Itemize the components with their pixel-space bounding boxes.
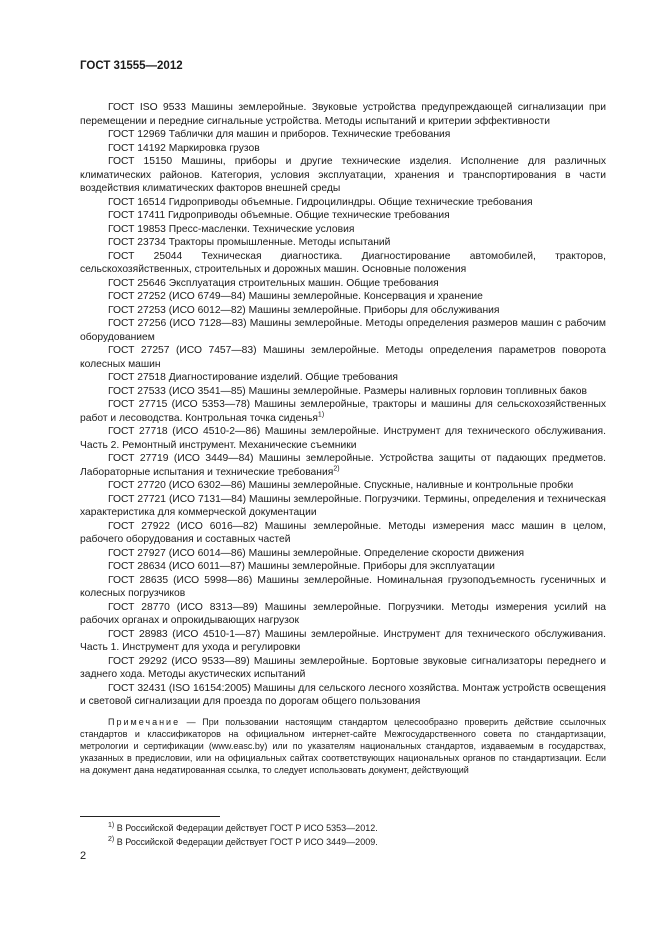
note-label: Примечание [108, 716, 181, 727]
footnote-mark: 1) [108, 822, 115, 829]
reference-item: ГОСТ 27718 (ИСО 4510-2—86) Машины землеройные. Инструмент для технического обслуживания. Часть 2. Ремонтный инструмент. Механические съемники [80, 426, 606, 451]
reference-item: ГОСТ 32431 (ISO 16154:2005) Машины для сельского лесного хозяйства. Монтаж устройств освещения и световой сигнализации для проезда по дорогам общего пользования [80, 682, 606, 707]
reference-text: ГОСТ 27719 (ИСО 3449—84) Машины землеройные. Устройства защиты от падающих предметов. Лабораторные испытания и технические требования [80, 453, 606, 478]
reference-item: ГОСТ 14192 Маркировка грузов [108, 142, 260, 154]
reference-item: ГОСТ 19853 Пресс-масленки. Технические условия [108, 223, 355, 235]
reference-item: ГОСТ 27252 (ИСО 6749—84) Машины землеройные. Консервация и хранение [108, 291, 483, 302]
footnote-divider [80, 816, 220, 817]
reference-item: ГОСТ 27720 (ИСО 6302—86) Машины землеройные. Спускные, наливные и контрольные пробки [108, 480, 574, 491]
reference-item: ГОСТ 17411 Гидроприводы объемные. Общие технические требования [108, 210, 450, 221]
references-list [80, 101, 606, 777]
page-number: 2 [80, 850, 87, 862]
reference-item: ГОСТ 12969 Таблички для машин и приборов. Технические требования [108, 129, 451, 140]
reference-item: ГОСТ 27257 (ИСО 7457—83) Машины землеройные. Методы определения параметров поворота колесных машин [80, 345, 606, 370]
footnote-mark: 2) [108, 835, 115, 843]
reference-item: ГОСТ 28635 (ИСО 5998—86) Машины землеройные. Номинальная грузоподъемность гусеничных и колесных погрузчиков [80, 574, 606, 599]
document-header: ГОСТ 31555—2012 [80, 60, 183, 72]
reference-text: ГОСТ 27715 (ИСО 5353—78) Машины землеройные, тракторы и машины для сельскохозяйственных работ и лесоводства. Контрольная точка сиденья [80, 399, 606, 424]
reference-item: ГОСТ 27256 (ИСО 7128—83) Машины землеройные. Методы определения размеров машин с рабочим оборудованием [80, 318, 606, 343]
footnote-item [108, 836, 608, 850]
reference-item: ГОСТ 28770 (ИСО 8313—89) Машины землеройные. Погрузчики. Методы измерения усилий на рабочих органах и опрокидывающих нагрузок [80, 601, 606, 626]
reference-item: ГОСТ 25646 Эксплуатация строительных машин. Общие требования [108, 277, 439, 289]
note-text: — При пользовании настоящим стандартом целесообразно проверить действие ссылочных стандартов и классификаторов на официальном интернет-сайте Межгосударственного совета по стандартизации, метрологии и сертификации (www.easc.by) или по указателям национальных стандартов, издаваемым в государствах, указанных в предисловии, или на официальных сайтах соответствующих национальных органов по стандартизации. Если на документ дана недатированная ссылка, то следует использовать документ, действующий [80, 716, 606, 776]
reference-item: ГОСТ 27518 Диагностирование изделий. Общие требования [108, 372, 398, 383]
reference-item: ГОСТ 27721 (ИСО 7131—84) Машины землеройные. Погрузчики. Термины, определения и техническая характеристика для коммерческой документации [80, 493, 606, 518]
reference-item: ГОСТ 15150 Машины, приборы и другие технические изделия. Исполнение для различных климатических районов. Категория, условия эксплуатации, хранения и транспортирования в части воздействия климатических факторов внешней среды [80, 156, 606, 194]
reference-item: ГОСТ 27922 (ИСО 6016—82) Машины землеройные. Методы измерения масс машин в целом, рабочего оборудования и составных частей [80, 520, 606, 545]
footnote-text: В Российской Федерации действует ГОСТ Р ИСО 5353—2012. [114, 823, 378, 833]
reference-item: ГОСТ 27533 (ИСО 3541—85) Машины землеройные. Размеры наливных горловин топливных баков [108, 385, 587, 397]
footnote-marker: 1) [317, 411, 325, 419]
reference-item: ГОСТ 27253 (ИСО 6012—82) Машины землеройные. Приборы для обслуживания [108, 304, 500, 316]
footnote-item [108, 822, 608, 836]
reference-item: ГОСТ ISO 9533 Машины землеройные. Звуковые устройства предупреждающей сигнализации при перемещении и передние сигнальные устройства. Методы испытаний и критерии эффективности [80, 102, 606, 127]
reference-item: ГОСТ 23734 Тракторы промышленные. Методы испытаний [108, 237, 391, 248]
reference-item: ГОСТ 28634 (ИСО 6011—87) Машины землеройные. Приборы для эксплуатации [108, 561, 495, 572]
reference-item [80, 452, 606, 479]
note-paragraph [80, 716, 606, 777]
footnotes [108, 822, 608, 849]
reference-item: ГОСТ 29292 (ИСО 9533—89) Машины землеройные. Бортовые звуковые сигнализаторы переднего и заднего хода. Методы акустических испытаний [80, 655, 606, 680]
footnote-text: В Российской Федерации действует ГОСТ Р ИСО 3449—2009. [114, 836, 378, 847]
reference-item [80, 398, 606, 425]
reference-item: ГОСТ 16514 Гидроприводы объемные. Гидроцилиндры. Общие технические требования [108, 196, 533, 208]
footnote-marker: 2) [333, 465, 340, 473]
reference-item: ГОСТ 25044 Техническая диагностика. Диагностирование автомобилей, тракторов, сельскохозяйственных, строительных и дорожных машин. Основные положения [80, 250, 606, 275]
reference-item: ГОСТ 28983 (ИСО 4510-1—87) Машины землеройные. Инструмент для технического обслуживания. Часть 1. Инструмент для ухода и регулировки [80, 628, 606, 653]
reference-item: ГОСТ 27927 (ИСО 6014—86) Машины землеройные. Определение скорости движения [108, 547, 525, 559]
